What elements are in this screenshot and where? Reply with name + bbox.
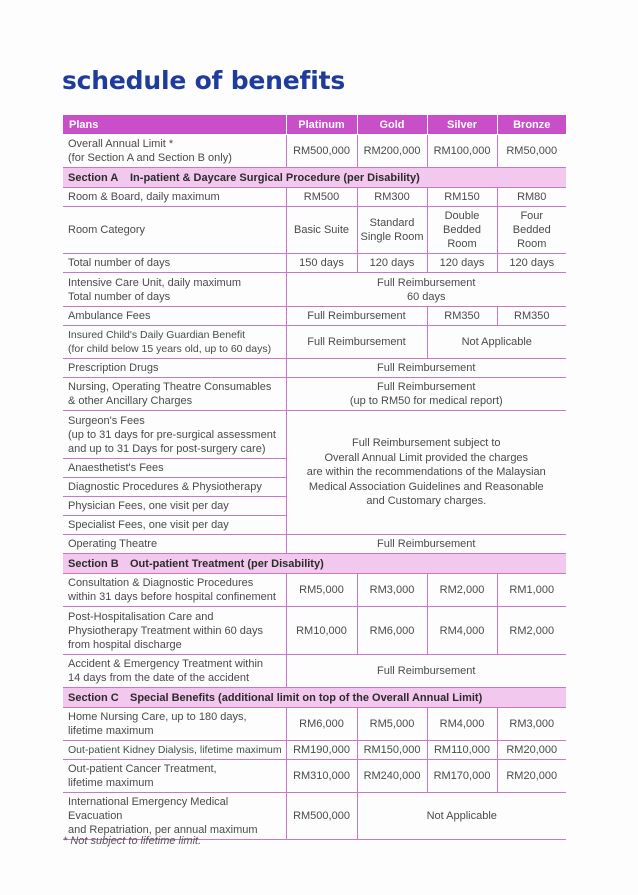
cell-gold: RM3,000 (357, 574, 427, 607)
cell-platinum: RM6,000 (286, 708, 357, 741)
cell-platinum: RM500,000 (286, 793, 357, 840)
cell-bronze: RM20,000 (497, 741, 566, 760)
section-code: Section A (68, 171, 119, 184)
cell-all-plans: Full Reimbursement 60 days (286, 273, 566, 307)
cell-bronze: RM50,000 (497, 135, 566, 168)
cell-all-plans: Full Reimbursement (286, 535, 566, 554)
page-title: schedule of benefits (62, 66, 346, 95)
row-label: Nursing, Operating Theatre Consumables & other Ancillary Charges (63, 378, 286, 411)
row-label: Home Nursing Care, up to 180 days, lifetime maximum (63, 708, 286, 741)
cell-gold: RM5,000 (357, 708, 427, 741)
row-label: Overall Annual Limit * (for Section A and Section B only) (63, 135, 286, 168)
table-row (63, 378, 566, 411)
cell-platinum: RM10,000 (286, 607, 357, 655)
section-title: Out-patient Treatment (per Disability) (130, 557, 324, 570)
header-gold: Gold (357, 115, 427, 135)
cell-silver: RM150 (427, 188, 497, 207)
section-code: Section B (68, 557, 119, 570)
table-row (63, 135, 566, 168)
table-header-row (63, 115, 566, 135)
table-row (63, 793, 566, 840)
table-row (63, 760, 566, 793)
cell-platinum: RM310,000 (286, 760, 357, 793)
row-label: Consultation & Diagnostic Procedures within 31 days before hospital confinement (63, 574, 286, 607)
table-row (63, 574, 566, 607)
row-label: Out-patient Cancer Treatment, lifetime maximum (63, 760, 286, 793)
cell-bronze: RM3,000 (497, 708, 566, 741)
cell-platinum-gold: Full Reimbursement (286, 326, 427, 359)
cell-gold: RM200,000 (357, 135, 427, 168)
table-row (63, 254, 566, 273)
benefits-table (63, 115, 566, 840)
cell-platinum: RM190,000 (286, 741, 357, 760)
row-label: Intensive Care Unit, daily maximum Total number of days (63, 273, 286, 307)
row-label: Operating Theatre (63, 535, 286, 554)
table-row (63, 326, 566, 359)
cell-bronze: 120 days (497, 254, 566, 273)
cell-bronze: RM350 (497, 307, 566, 326)
cell-silver: Double Bedded Room (427, 207, 497, 254)
footnote: * Not subject to lifetime limit. (63, 835, 202, 847)
row-label: Anaesthetist's Fees (63, 459, 286, 478)
cell-silver: 120 days (427, 254, 497, 273)
cell-platinum: RM500 (286, 188, 357, 207)
cell-bronze: Four Bedded Room (497, 207, 566, 254)
row-label: Physician Fees, one visit per day (63, 497, 286, 516)
cell-gold: RM240,000 (357, 760, 427, 793)
section-code: Section C (68, 691, 119, 704)
row-label: International Emergency Medical Evacuation and Repatriation, per annual maximum (63, 793, 286, 840)
cell-bronze: RM2,000 (497, 607, 566, 655)
cell-bronze: RM80 (497, 188, 566, 207)
row-label: Total number of days (63, 254, 286, 273)
table-row (63, 273, 566, 307)
cell-silver: RM4,000 (427, 708, 497, 741)
cell-gold: RM300 (357, 188, 427, 207)
row-label: Out-patient Kidney Dialysis, lifetime maximum (63, 741, 286, 760)
cell-platinum: 150 days (286, 254, 357, 273)
cell-silver: RM350 (427, 307, 497, 326)
cell-gold: Standard Single Room (357, 207, 427, 254)
table-row (63, 708, 566, 741)
row-label: Prescription Drugs (63, 359, 286, 378)
cell-all-plans: Full Reimbursement (up to RM50 for medical report) (286, 378, 566, 411)
table-row (63, 188, 566, 207)
header-silver: Silver (427, 115, 497, 135)
section-title: Special Benefits (additional limit on top of the Overall Annual Limit) (130, 691, 483, 704)
cell-gold: RM6,000 (357, 607, 427, 655)
table-row (63, 741, 566, 760)
table-row (63, 607, 566, 655)
row-label: Diagnostic Procedures & Physiotherapy (63, 478, 286, 497)
table-row (63, 411, 566, 459)
table-row (63, 359, 566, 378)
row-label: Ambulance Fees (63, 307, 286, 326)
table-row (63, 207, 566, 254)
section-title: In-patient & Daycare Surgical Procedure (per Disability) (130, 171, 420, 184)
cell-silver-bronze: Not Applicable (427, 326, 566, 359)
cell-bronze: RM20,000 (497, 760, 566, 793)
table-row (63, 655, 566, 688)
cell-silver: RM110,000 (427, 741, 497, 760)
row-label: Insured Child's Daily Guardian Benefit (for child below 15 years old, up to 60 days) (63, 326, 286, 359)
header-bronze: Bronze (497, 115, 566, 135)
row-label: Post-Hospitalisation Care and Physiotherapy Treatment within 60 days from hospital discharge (63, 607, 286, 655)
cell-silver: RM170,000 (427, 760, 497, 793)
cell-platinum: RM500,000 (286, 135, 357, 168)
cell-silver: RM2,000 (427, 574, 497, 607)
cell-gold: 120 days (357, 254, 427, 273)
row-label: Accident & Emergency Treatment within 14 days from the date of the accident (63, 655, 286, 688)
cell-platinum: Basic Suite (286, 207, 357, 254)
header-platinum: Platinum (286, 115, 357, 135)
cell-bronze: RM1,000 (497, 574, 566, 607)
row-label: Room & Board, daily maximum (63, 188, 286, 207)
cell-other-plans: Not Applicable (357, 793, 566, 840)
cell-platinum-gold: Full Reimbursement (286, 307, 427, 326)
cell-all-plans: Full Reimbursement (286, 359, 566, 378)
cell-gold: RM150,000 (357, 741, 427, 760)
section-b-header (63, 554, 566, 574)
cell-silver: RM4,000 (427, 607, 497, 655)
section-c-header (63, 688, 566, 708)
row-label: Specialist Fees, one visit per day (63, 516, 286, 535)
cell-merged-reimbursement: Full Reimbursement subject to Overall Annual Limit provided the charges are within the recommendations of the Malaysian Medical Association Guidelines and Reasonable and Customary charges. (286, 411, 566, 535)
section-a-header (63, 168, 566, 188)
table-row (63, 307, 566, 326)
row-label: Surgeon's Fees (up to 31 days for pre-surgical assessment and up to 31 Days for post-surgery care) (63, 411, 286, 459)
cell-silver: RM100,000 (427, 135, 497, 168)
table-row (63, 535, 566, 554)
row-label: Room Category (63, 207, 286, 254)
header-plans: Plans (63, 115, 286, 135)
cell-platinum: RM5,000 (286, 574, 357, 607)
cell-all-plans: Full Reimbursement (286, 655, 566, 688)
